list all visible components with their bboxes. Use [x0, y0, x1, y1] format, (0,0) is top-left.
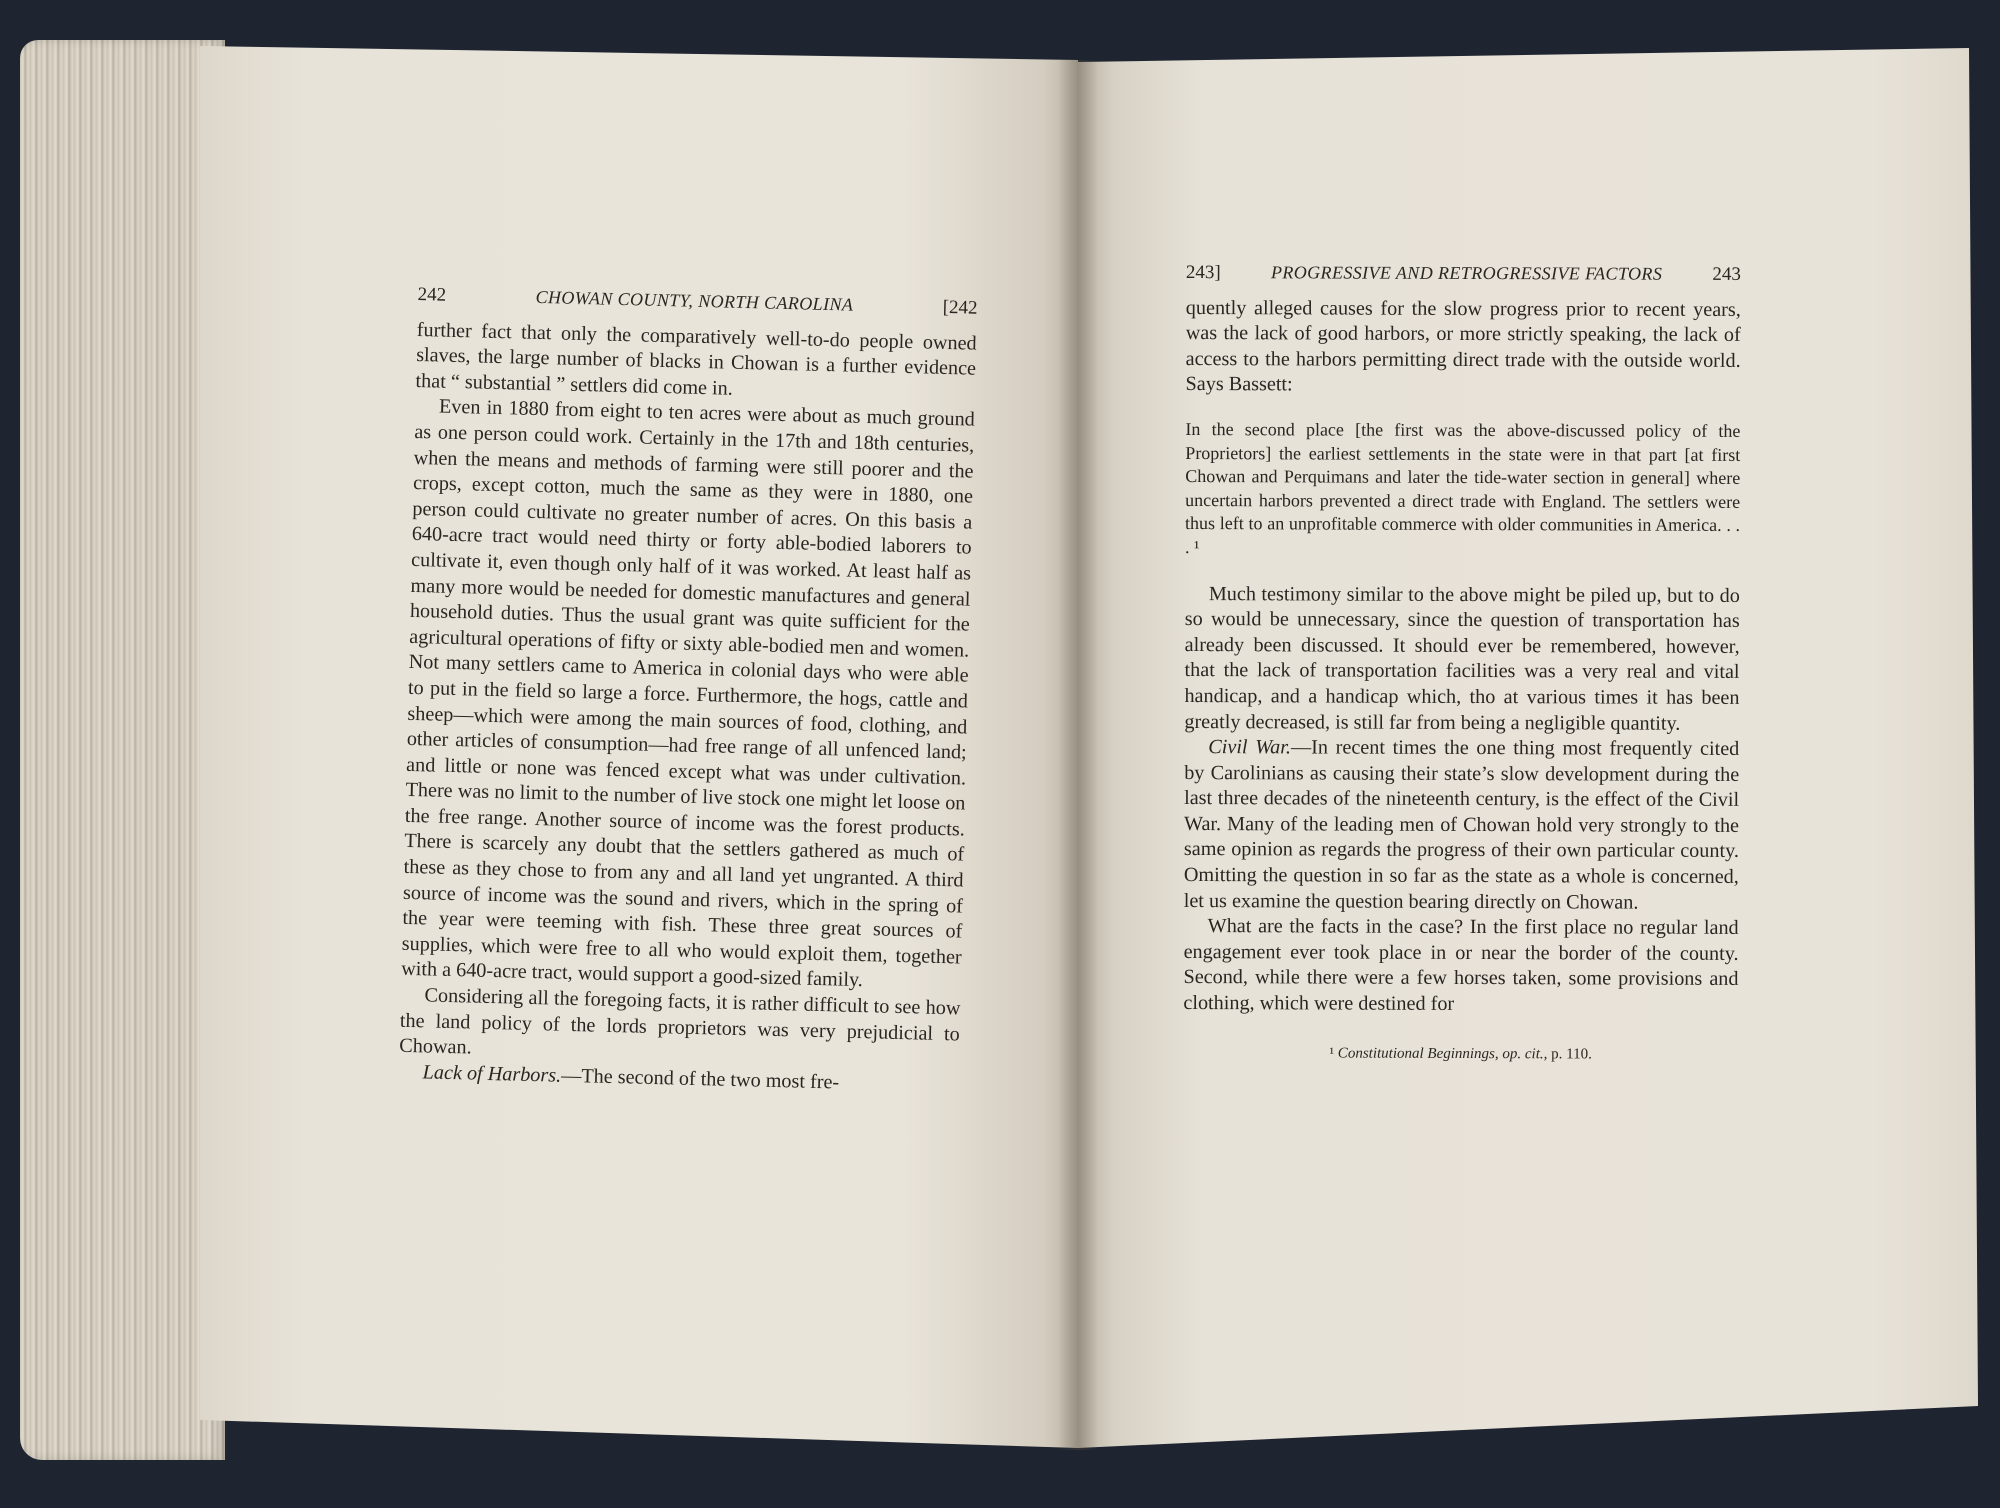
- right-running-title: PROGRESSIVE AND RETROGRESSIVE FACTORS: [1270, 262, 1663, 284]
- left-page-number: 242: [417, 283, 447, 306]
- left-paragraph-1: further fact that only the comparatively well-to-do people owned slaves, the large number of blacks in Chowan is a further evidence that “ substantial ” settlers did come in.: [415, 318, 977, 400]
- left-paragraph-2: Even in 1880 from eight to ten acres were about as much ground as one person could work. Certainly in the 17th and 18th centuries, when the means and methods of farming were still poorer and the crops, except cotton, much the same as they were in 1880, one person could cultivate no greater number of acres. On this basis a 640-acre tract would need thirty or forty able-bodied laborers to cultivate it, even though only half of it was worked. At least half as many more would be needed for domestic manufactures and general household duties. Thus the usual grant was quite sufficient for the agricultural operations of fifty or sixty able-bodied men and women. Not many settlers came to America in colonial days who were able to put in the field so large a force. Furthermore, the hogs, cattle and sheep—which were among the main sources of food, clothing, and other articles of consumption—had free range of all unfenced land; and little or none was fenced except what was under cultivation. There was no limit to the number of live stock one might let loose on the free range. Another source of income was the forest products. There is scarcely any doubt that the settlers gathered as much of these as they chose to from any and all land yet ungranted. A third source of income was the sound and rivers, which in the spring of the year were teeming with fish. These three great sources of supplies, which were free to all who would exploit them, together with a 640-acre tract, would support a good-sized family.: [400, 395, 976, 992]
- civil-war-text: —In recent times the one thing most frequently cited by Carolinians as causing their state’s slow development during the last three decades of the nineteenth century, is the effect of the Civil War. Many of the leading men of Chowan hold very strongly to the same opinion as regards the progress of their own particular county. Omitting the question in so far as the state as a whole is concerned, let us examine the question bearing directly on Chowan.: [1183, 736, 1740, 914]
- civil-war-heading: Civil War.: [1208, 736, 1292, 759]
- right-paragraph-4: What are the facts in the case? In the first place no regular land engagement ever took place in or near the border of the county. Second, while there were a few horses taken, some provisions and clothing, which were destined for: [1183, 915, 1739, 1015]
- right-page-number-bracket: 243]: [1185, 262, 1221, 284]
- left-running-title: CHOWAN COUNTY, NORTH CAROLINA: [535, 286, 854, 315]
- page-edges: [20, 40, 225, 1460]
- left-paragraph-3: Considering all the foregoing facts, it is rather difficult to see how the land policy of the lords proprietors was very prejudicial to Chowan.: [399, 984, 961, 1059]
- lack-of-harbors-heading: Lack of Harbors.: [422, 1061, 562, 1087]
- right-running-head: [1186, 260, 1741, 288]
- footnote: [1183, 1041, 1738, 1069]
- footnote-marker: ¹: [1329, 1045, 1338, 1062]
- footnote-source: Constitutional Beginnings, op. cit.,: [1337, 1045, 1548, 1062]
- left-page-number-bracket: [242: [942, 296, 978, 319]
- left-page-text: [398, 282, 977, 1099]
- footnote-page: p. 110.: [1547, 1045, 1592, 1063]
- right-paragraph-3: [1184, 735, 1740, 916]
- right-page-number: 243: [1712, 263, 1741, 285]
- right-page-text: [1183, 260, 1741, 1068]
- lack-of-harbors-text: —The second of the two most fre-: [560, 1064, 840, 1094]
- bassett-quote: In the second place [the first was the above-discussed policy of the Proprietors] the earliest settlements in the state were in that part [at first Chowan and Perquimans and later the tide-water section in general] where uncertain harbors prevented a direct trade with England. The settlers were thus left to an unprofitable commerce with older communities in America. . . . ¹: [1184, 418, 1741, 557]
- right-paragraph-2: Much testimony similar to the above might be piled up, but to do so would be unnecessary, since the question of transportation has already been discussed. It should ever be remembered, however, that the lack of transportation facilities was a very real and vital handicap, and a handicap which, tho at various times it has been greatly decreased, is still far from being a negligible quantity.: [1184, 582, 1740, 735]
- right-paragraph-1: quently alleged causes for the slow progress prior to recent years, was the lack of good harbors, or more strictly speaking, the lack of access to the harbors permitting direct trade with the outside world. Says Bassett:: [1185, 296, 1741, 396]
- book-gutter: [1058, 60, 1098, 1450]
